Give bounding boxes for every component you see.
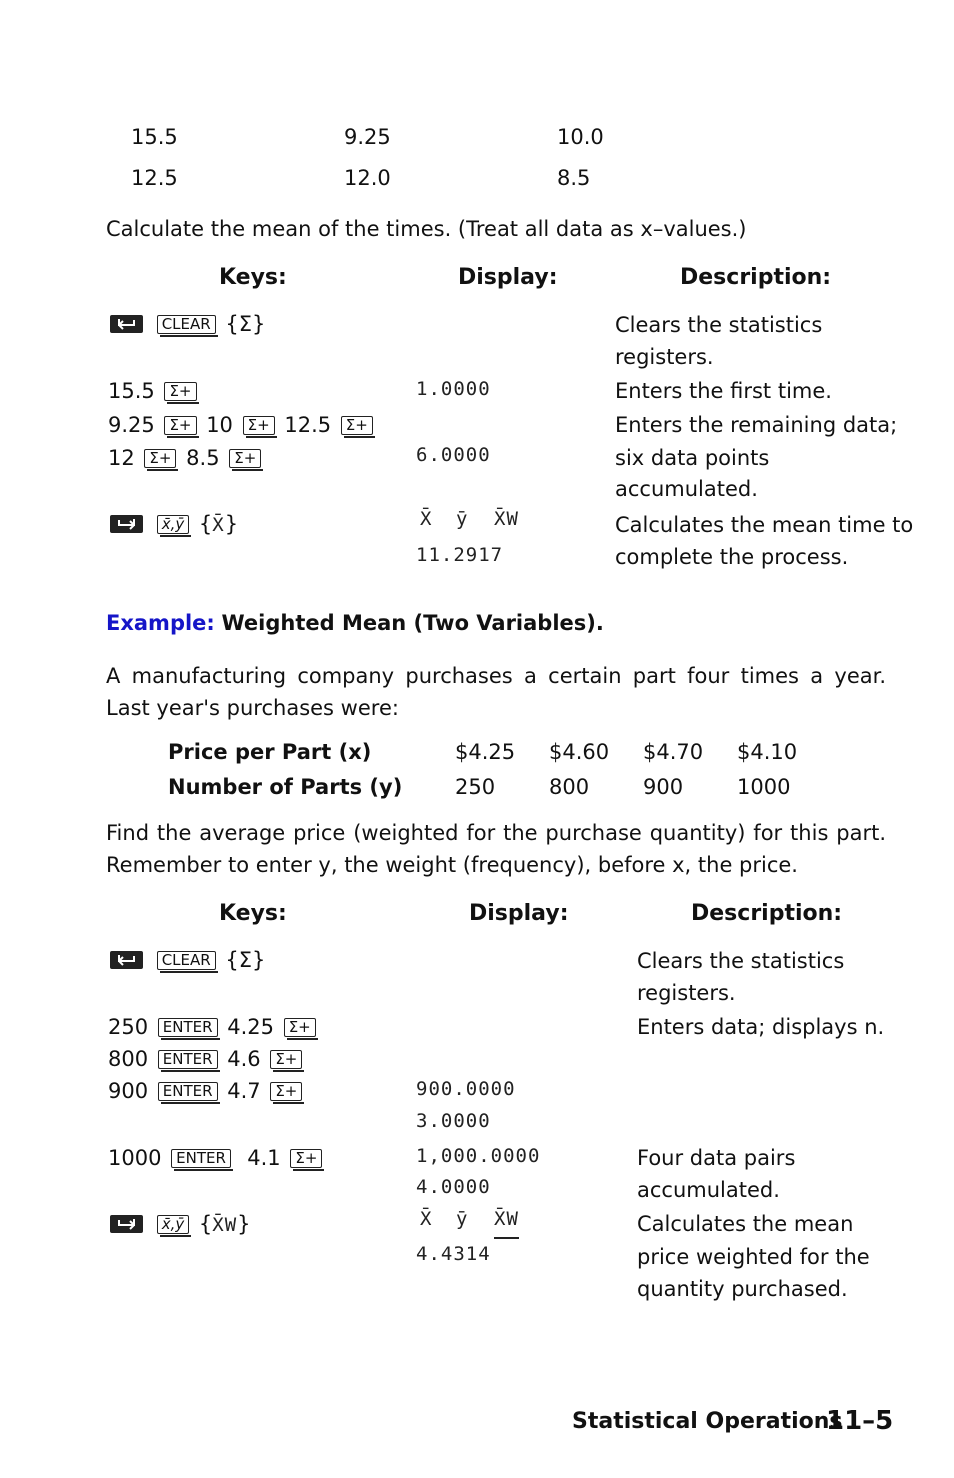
enter-key: ENTER	[158, 1050, 218, 1069]
lcd-display: 6.0000	[416, 444, 491, 466]
times-cell: 15.5	[131, 125, 178, 149]
enter-key: ENTER	[158, 1082, 218, 1101]
menu-item-label: X̄W	[212, 1214, 238, 1236]
key-number: 900	[108, 1079, 149, 1103]
lcd-display: 1.0000	[416, 378, 491, 400]
key-number: 12.5	[284, 413, 332, 437]
sigma-plus-key: Σ+	[284, 1018, 316, 1037]
left-shift-key-icon	[110, 315, 143, 333]
keys-row	[108, 1081, 305, 1102]
clear-key: CLEAR	[157, 315, 216, 334]
price-cell: $4.60	[549, 740, 610, 764]
clear-key: CLEAR	[157, 951, 216, 970]
price-cell: $4.10	[737, 740, 798, 764]
times-cell: 8.5	[557, 166, 591, 190]
menu-label: ȳ	[456, 1208, 469, 1230]
lcd-display: 11.2917	[416, 544, 504, 566]
key-number: 250	[108, 1015, 149, 1039]
key-number: 4.25	[227, 1015, 274, 1039]
count-cell: 250	[455, 775, 496, 799]
menu-label: X̄	[420, 1208, 433, 1230]
intro-text: Calculate the mean of the times. (Treat all data as x–values.)	[106, 217, 747, 241]
stat-menu-label: {Σ}	[225, 312, 266, 336]
row-description: complete the process.	[615, 545, 849, 569]
times-cell: 10.0	[557, 125, 604, 149]
row-description: Clears the statistics	[637, 949, 845, 973]
row-description: Enters data; displays n.	[637, 1015, 885, 1039]
keys-header: Keys:	[219, 901, 287, 926]
footer-section: Statistical Operations	[572, 1409, 843, 1434]
keys-row	[108, 1049, 305, 1070]
key-number: 15.5	[108, 379, 155, 403]
lcd-display: 900.0000	[416, 1078, 516, 1100]
row-description: Clears the statistics	[615, 313, 823, 337]
menu-label: X̄	[420, 508, 433, 530]
row-description: Calculates the mean	[637, 1212, 854, 1236]
sigma-plus-key: Σ+	[164, 416, 196, 435]
row-description: price weighted for the	[637, 1245, 870, 1269]
display-header: Display:	[469, 901, 569, 926]
row-description: six data points	[615, 446, 770, 470]
brace: }	[237, 1212, 251, 1236]
row-description: accumulated.	[615, 477, 758, 501]
lcd-display: 4.0000	[416, 1176, 491, 1198]
row-description: Enters the first time.	[615, 379, 832, 403]
row-description: Calculates the mean time to	[615, 513, 914, 537]
example-paragraph: A manufacturing company purchases a certain part four times a year. Last year's purchases were:	[106, 664, 886, 720]
right-shift-key-icon	[110, 515, 143, 533]
brace: {	[198, 512, 213, 536]
enter-key: ENTER	[158, 1018, 218, 1037]
keys-row	[108, 415, 376, 436]
key-number: 9.25	[108, 413, 155, 437]
row-description: quantity purchased.	[637, 1277, 848, 1301]
count-cell: 800	[549, 775, 590, 799]
instructions-paragraph: Find the average price (weighted for the purchase quantity) for this part. Remember to enter y, the weight (frequency), before x, the price.	[106, 821, 886, 877]
menu-label: ȳ	[456, 508, 469, 530]
times-cell: 12.5	[131, 166, 178, 190]
enter-key: ENTER	[171, 1149, 231, 1168]
display-header: Display:	[458, 265, 558, 290]
keys-row	[110, 1214, 251, 1235]
mean-key: x̄,ȳ	[157, 515, 190, 534]
left-shift-key-icon	[110, 951, 143, 969]
example-heading	[106, 613, 604, 634]
right-shift-key-icon	[110, 1215, 143, 1233]
row-description: Enters the remaining data;	[615, 413, 898, 437]
count-cell: 900	[643, 775, 684, 799]
keys-row	[110, 314, 265, 335]
row-description: registers.	[615, 345, 714, 369]
keys-row	[108, 448, 264, 469]
times-cell: 9.25	[344, 125, 391, 149]
row-description: accumulated.	[637, 1178, 780, 1202]
key-number: 10	[206, 413, 233, 437]
sigma-plus-key: Σ+	[229, 449, 261, 468]
example-title: Weighted Mean (Two Variables).	[221, 611, 604, 635]
example-label: Example:	[106, 611, 215, 635]
sigma-plus-key: Σ+	[341, 416, 373, 435]
keys-header: Keys:	[219, 265, 287, 290]
keys-row	[110, 950, 265, 971]
keys-row	[108, 381, 200, 402]
lcd-display: 1,000.0000	[416, 1145, 541, 1167]
menu-item-label: X̄	[212, 514, 225, 536]
key-number: 12	[108, 446, 135, 470]
price-label: Price per Part (x)	[168, 740, 372, 764]
key-number: 8.5	[186, 446, 220, 470]
count-cell: 1000	[737, 775, 791, 799]
brace: }	[224, 512, 239, 536]
count-label: Number of Parts (y)	[168, 775, 403, 799]
description-header: Description:	[691, 901, 843, 926]
key-number: 800	[108, 1047, 149, 1071]
keys-row	[110, 514, 238, 535]
keys-row	[108, 1017, 319, 1038]
sigma-plus-key: Σ+	[270, 1082, 302, 1101]
price-cell: $4.25	[455, 740, 516, 764]
row-description: registers.	[637, 981, 736, 1005]
key-number: 1000	[108, 1146, 162, 1170]
key-number: 4.7	[227, 1079, 261, 1103]
lcd-display: 4.4314	[416, 1243, 491, 1265]
times-cell: 12.0	[344, 166, 391, 190]
sigma-plus-key: Σ+	[270, 1050, 302, 1069]
price-cell: $4.70	[643, 740, 704, 764]
page-number: 11–5	[826, 1406, 894, 1436]
menu-label-selected: X̄W	[494, 1210, 519, 1239]
sigma-plus-key: Σ+	[243, 416, 275, 435]
sigma-plus-key: Σ+	[164, 382, 196, 401]
key-number: 4.6	[227, 1047, 261, 1071]
lcd-display: 3.0000	[416, 1110, 491, 1132]
description-header: Description:	[680, 265, 832, 290]
menu-label: X̄W	[494, 508, 519, 530]
keys-row	[108, 1148, 325, 1169]
sigma-plus-key: Σ+	[144, 449, 176, 468]
mean-key: x̄,ȳ	[157, 1215, 190, 1234]
brace: {	[198, 1212, 213, 1236]
row-description: Four data pairs	[637, 1146, 796, 1170]
key-number: 4.1	[247, 1146, 281, 1170]
stat-menu-label: {Σ}	[225, 948, 266, 972]
sigma-plus-key: Σ+	[290, 1149, 322, 1168]
